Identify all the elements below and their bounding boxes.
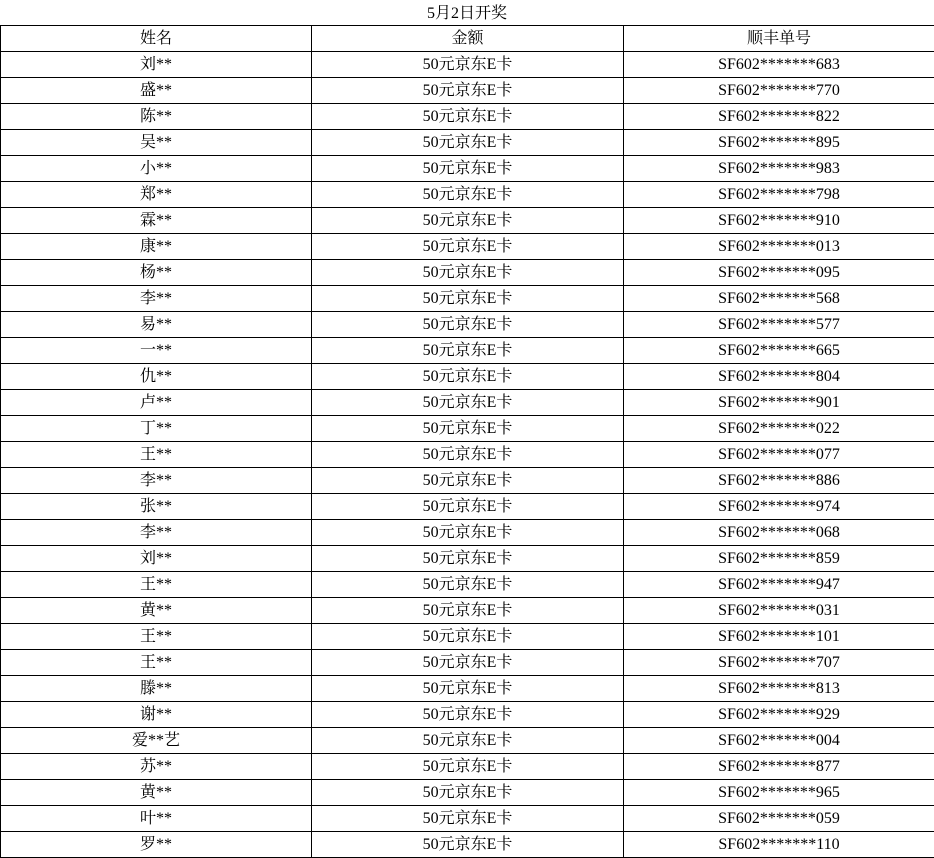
table-row	[1, 156, 934, 182]
table-row	[1, 130, 934, 156]
cell-tracking-number: SF602*******770	[624, 78, 934, 104]
table-row	[1, 104, 934, 130]
table-row	[1, 702, 934, 728]
cell-amount: 50元京东E卡	[312, 130, 624, 156]
cell-name: 吴**	[1, 130, 312, 156]
cell-amount: 50元京东E卡	[312, 104, 624, 130]
table-row	[1, 182, 934, 208]
cell-tracking-number: SF602*******013	[624, 234, 934, 260]
table-row	[1, 546, 934, 572]
cell-tracking-number: SF602*******804	[624, 364, 934, 390]
cell-name: 郑**	[1, 182, 312, 208]
cell-tracking-number: SF602*******022	[624, 416, 934, 442]
cell-tracking-number: SF602*******929	[624, 702, 934, 728]
cell-name: 李**	[1, 286, 312, 312]
cell-tracking-number: SF602*******965	[624, 780, 934, 806]
cell-name: 王**	[1, 442, 312, 468]
table-row	[1, 442, 934, 468]
cell-tracking-number: SF602*******901	[624, 390, 934, 416]
cell-name: 爱**艺	[1, 728, 312, 754]
cell-tracking-number: SF602*******974	[624, 494, 934, 520]
cell-name: 张**	[1, 494, 312, 520]
cell-name: 卢**	[1, 390, 312, 416]
cell-amount: 50元京东E卡	[312, 572, 624, 598]
page-title: 5月2日开奖	[0, 0, 934, 26]
cell-tracking-number: SF602*******895	[624, 130, 934, 156]
cell-name: 王**	[1, 650, 312, 676]
cell-name: 康**	[1, 234, 312, 260]
cell-tracking-number: SF602*******886	[624, 468, 934, 494]
cell-name: 罗**	[1, 832, 312, 858]
cell-tracking-number: SF602*******004	[624, 728, 934, 754]
cell-tracking-number: SF602*******910	[624, 208, 934, 234]
cell-tracking-number: SF602*******068	[624, 520, 934, 546]
table-row	[1, 780, 934, 806]
table-row	[1, 598, 934, 624]
cell-name: 小**	[1, 156, 312, 182]
cell-tracking-number: SF602*******665	[624, 338, 934, 364]
table-row	[1, 208, 934, 234]
table-row	[1, 234, 934, 260]
table-row	[1, 806, 934, 832]
cell-amount: 50元京东E卡	[312, 650, 624, 676]
cell-amount: 50元京东E卡	[312, 780, 624, 806]
cell-name: 李**	[1, 468, 312, 494]
table-row	[1, 338, 934, 364]
cell-tracking-number: SF602*******110	[624, 832, 934, 858]
cell-amount: 50元京东E卡	[312, 416, 624, 442]
cell-tracking-number: SF602*******877	[624, 754, 934, 780]
cell-amount: 50元京东E卡	[312, 156, 624, 182]
cell-name: 叶**	[1, 806, 312, 832]
cell-amount: 50元京东E卡	[312, 520, 624, 546]
cell-name: 王**	[1, 572, 312, 598]
cell-name: 苏**	[1, 754, 312, 780]
cell-name: 刘**	[1, 52, 312, 78]
cell-tracking-number: SF602*******798	[624, 182, 934, 208]
cell-name: 李**	[1, 520, 312, 546]
table-row	[1, 728, 934, 754]
cell-tracking-number: SF602*******568	[624, 286, 934, 312]
table-row	[1, 676, 934, 702]
winners-table	[0, 25, 934, 858]
table-row	[1, 572, 934, 598]
cell-amount: 50元京东E卡	[312, 702, 624, 728]
column-header-tracking: 顺丰单号	[624, 26, 934, 52]
cell-tracking-number: SF602*******059	[624, 806, 934, 832]
cell-amount: 50元京东E卡	[312, 208, 624, 234]
cell-name: 滕**	[1, 676, 312, 702]
cell-amount: 50元京东E卡	[312, 806, 624, 832]
table-row	[1, 650, 934, 676]
cell-name: 黄**	[1, 598, 312, 624]
column-header-name: 姓名	[1, 26, 312, 52]
cell-name: 杨**	[1, 260, 312, 286]
cell-tracking-number: SF602*******707	[624, 650, 934, 676]
table-row	[1, 624, 934, 650]
cell-name: 王**	[1, 624, 312, 650]
cell-amount: 50元京东E卡	[312, 598, 624, 624]
table-row	[1, 494, 934, 520]
cell-amount: 50元京东E卡	[312, 728, 624, 754]
cell-amount: 50元京东E卡	[312, 234, 624, 260]
cell-amount: 50元京东E卡	[312, 390, 624, 416]
cell-amount: 50元京东E卡	[312, 494, 624, 520]
cell-tracking-number: SF602*******813	[624, 676, 934, 702]
cell-name: 丁**	[1, 416, 312, 442]
cell-tracking-number: SF602*******577	[624, 312, 934, 338]
cell-name: 刘**	[1, 546, 312, 572]
cell-amount: 50元京东E卡	[312, 546, 624, 572]
cell-name: 仇**	[1, 364, 312, 390]
cell-name: 黄**	[1, 780, 312, 806]
cell-amount: 50元京东E卡	[312, 442, 624, 468]
winners-table-body	[1, 26, 934, 858]
cell-name: 谢**	[1, 702, 312, 728]
cell-amount: 50元京东E卡	[312, 624, 624, 650]
table-row	[1, 52, 934, 78]
cell-tracking-number: SF602*******101	[624, 624, 934, 650]
cell-name: 陈**	[1, 104, 312, 130]
table-row	[1, 312, 934, 338]
column-header-amount: 金额	[312, 26, 624, 52]
cell-name: 霖**	[1, 208, 312, 234]
cell-tracking-number: SF602*******947	[624, 572, 934, 598]
table-row	[1, 754, 934, 780]
cell-tracking-number: SF602*******095	[624, 260, 934, 286]
cell-amount: 50元京东E卡	[312, 364, 624, 390]
table-row	[1, 260, 934, 286]
cell-name: 易**	[1, 312, 312, 338]
cell-tracking-number: SF602*******077	[624, 442, 934, 468]
table-row	[1, 416, 934, 442]
table-row	[1, 520, 934, 546]
table-row	[1, 286, 934, 312]
cell-tracking-number: SF602*******031	[624, 598, 934, 624]
cell-tracking-number: SF602*******983	[624, 156, 934, 182]
cell-name: 一**	[1, 338, 312, 364]
table-row	[1, 390, 934, 416]
cell-amount: 50元京东E卡	[312, 78, 624, 104]
table-row	[1, 468, 934, 494]
table-row	[1, 364, 934, 390]
cell-amount: 50元京东E卡	[312, 338, 624, 364]
cell-tracking-number: SF602*******822	[624, 104, 934, 130]
cell-amount: 50元京东E卡	[312, 52, 624, 78]
cell-amount: 50元京东E卡	[312, 676, 624, 702]
table-header-row	[1, 26, 934, 52]
cell-tracking-number: SF602*******683	[624, 52, 934, 78]
cell-amount: 50元京东E卡	[312, 260, 624, 286]
cell-amount: 50元京东E卡	[312, 468, 624, 494]
cell-amount: 50元京东E卡	[312, 754, 624, 780]
cell-tracking-number: SF602*******859	[624, 546, 934, 572]
cell-name: 盛**	[1, 78, 312, 104]
cell-amount: 50元京东E卡	[312, 832, 624, 858]
cell-amount: 50元京东E卡	[312, 312, 624, 338]
table-row	[1, 78, 934, 104]
cell-amount: 50元京东E卡	[312, 286, 624, 312]
cell-amount: 50元京东E卡	[312, 182, 624, 208]
